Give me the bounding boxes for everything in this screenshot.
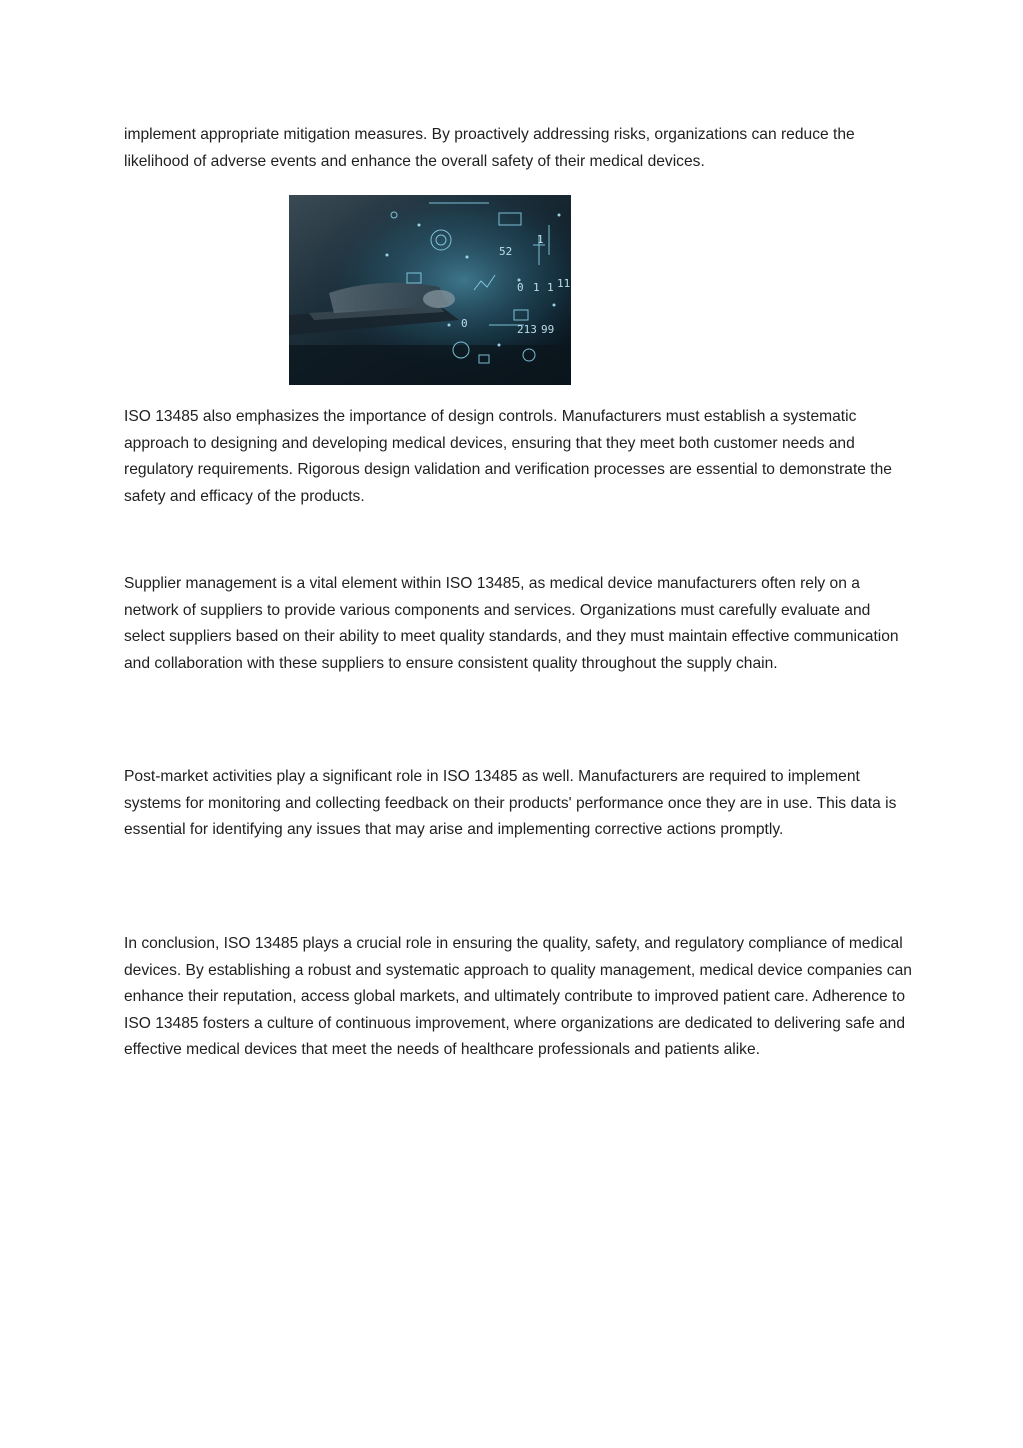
overlay-number: 0 (517, 281, 524, 294)
paragraph-risk-mitigation: implement appropriate mitigation measures. By proactively addressing risks, organizations can reduce the likelihood of adverse events and enhance the overall safety of their medical devices. (124, 126, 855, 170)
overlay-number: 52 (499, 245, 513, 258)
overlay-number: 213 (517, 323, 537, 336)
overlay-number: 1 (547, 281, 554, 294)
overlay-number: 1 (533, 281, 540, 294)
paragraph-design-controls: ISO 13485 also emphasizes the importance of design controls. Manufacturers must establish a systematic approach to designing and developing medical devices, ensuring that they meet both customer needs and regulatory requirements. Rigorous design validation and verification processes are essential to demonstrate the safety and efficacy of the products. (124, 408, 892, 505)
overlay-number: 1 (537, 233, 544, 246)
paragraph-post-market: Post-market activities play a significant role in ISO 13485 as well. Manufacturers are required to implement systems for monitoring and collecting feedback on their products' performance once they are in use. This data is essential for identifying any issues that may arise and implementing corrective actions promptly. (124, 768, 897, 839)
overlay-number: 11 (557, 277, 571, 290)
paragraph-conclusion: In conclusion, ISO 13485 plays a crucial role in ensuring the quality, safety, and regulatory compliance of medical devices. By establishing a robust and systematic approach to quality management, medical device companies can enhance their reputation, access global markets, and ultimately contribute to improved patient care. Adherence to ISO 13485 fosters a culture of continuous improvement, where organizations are dedicated to delivering safe and effective medical devices that meet the needs of healthcare professionals and patients alike. (124, 935, 912, 1059)
overlay-number: 99 (541, 323, 555, 336)
overlay-number: 0 (461, 317, 468, 330)
digital-interface-photo (289, 195, 571, 385)
paragraph-supplier-management: Supplier management is a vital element within ISO 13485, as medical device manufacturers often rely on a network of suppliers to provide various components and services. Organizations must carefully evaluate and select suppliers based on their ability to meet quality standards, and they must maintain effective communication and collaboration with these suppliers to ensure consistent quality throughout the supply chain. (124, 575, 899, 672)
